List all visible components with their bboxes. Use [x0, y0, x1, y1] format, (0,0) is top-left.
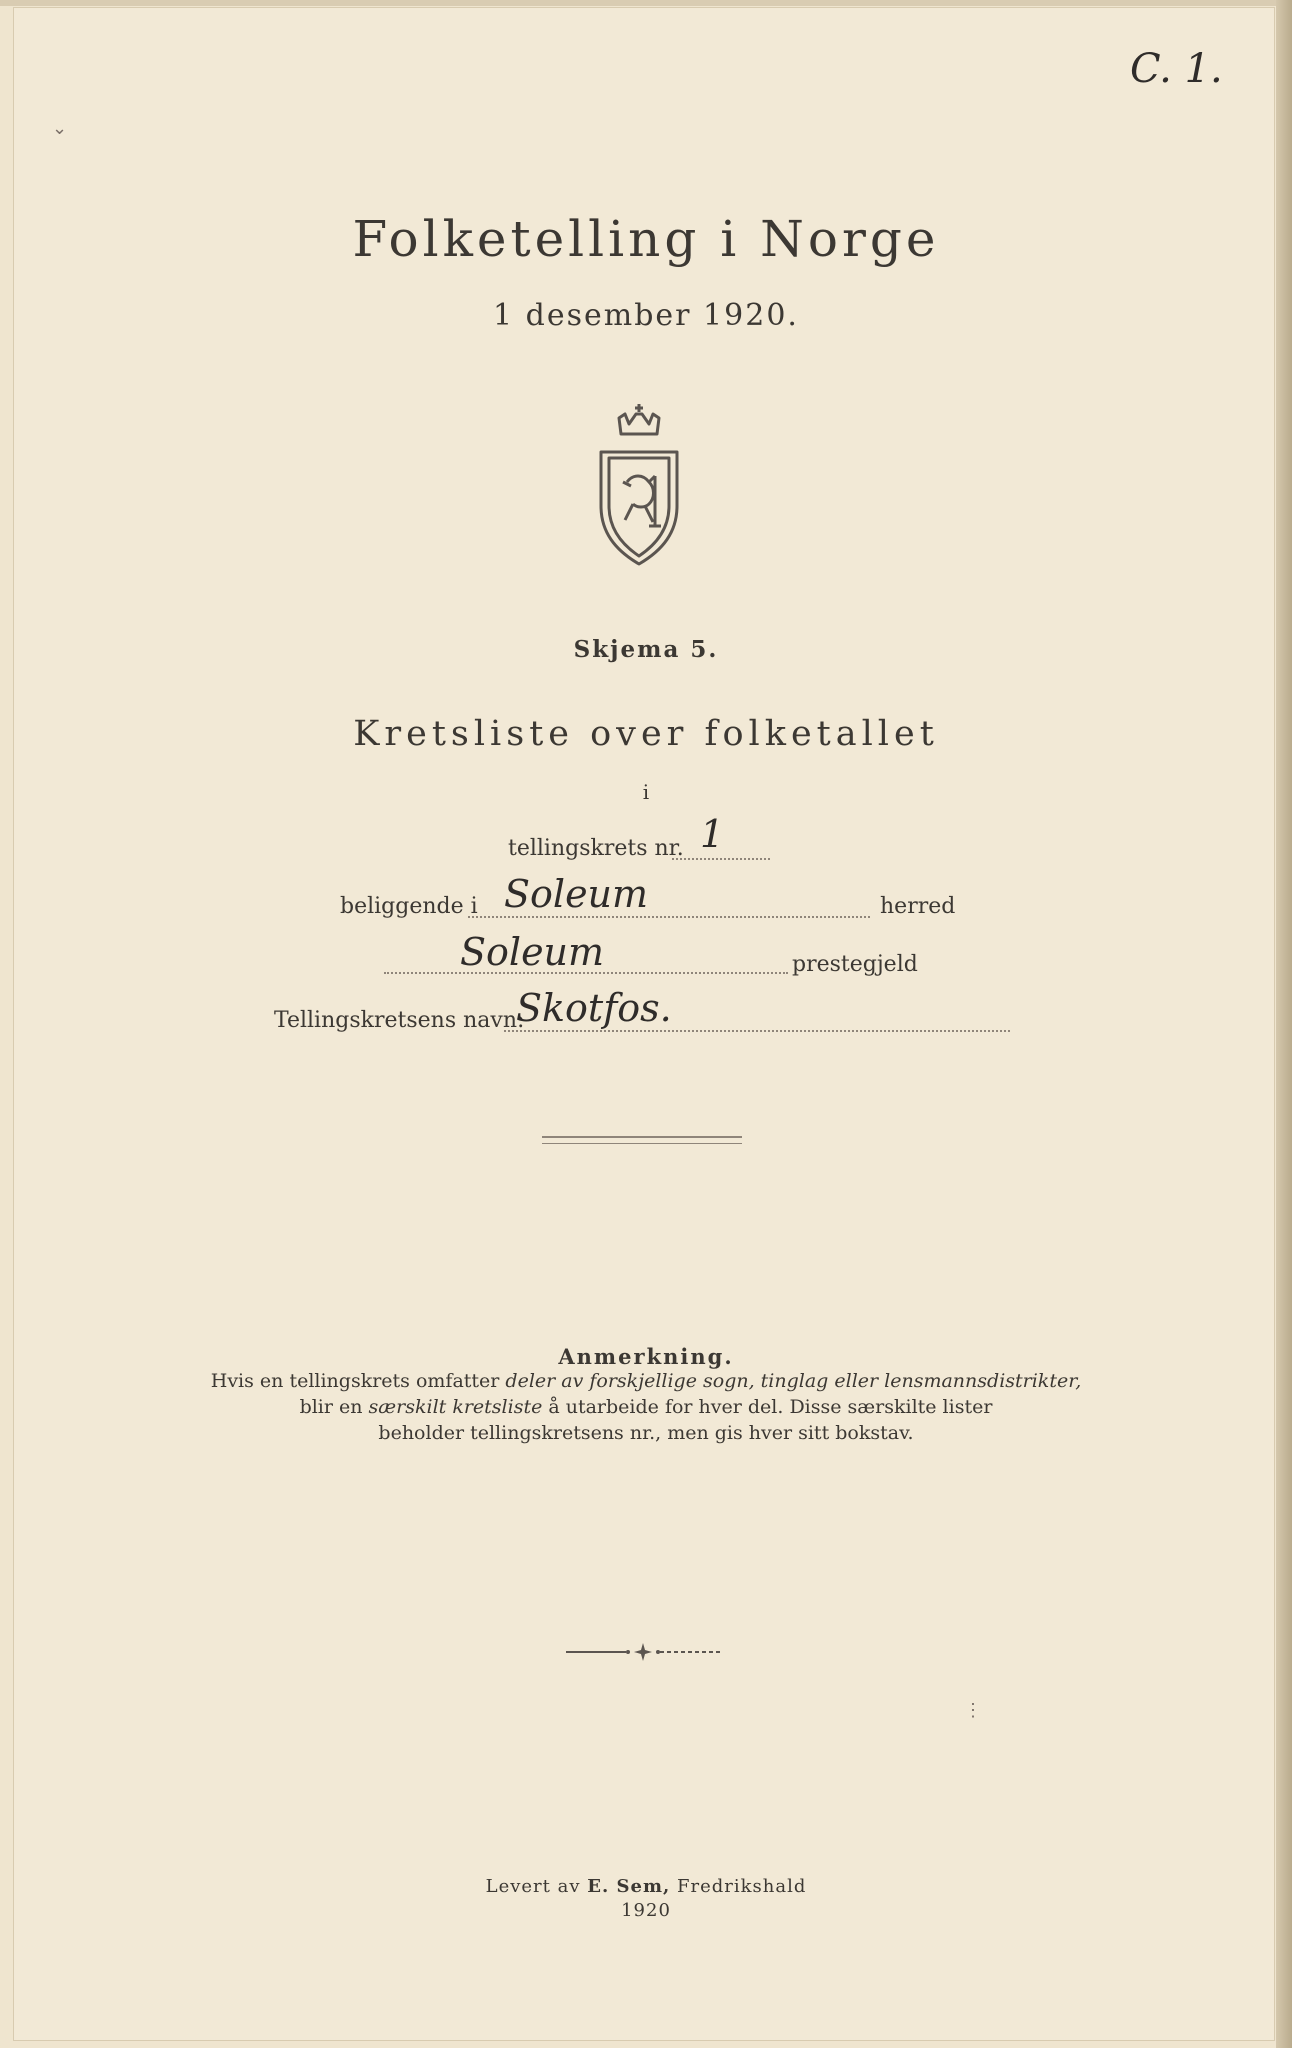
district-name-value: Skotfos. — [516, 986, 672, 1030]
ink-mark: ⌄ — [52, 118, 68, 139]
paper-top-edge — [0, 0, 1292, 6]
district-number-label: tellingskrets nr. — [508, 836, 684, 861]
star-ornament-icon — [566, 1640, 720, 1664]
schema-number: Skjema 5. — [573, 636, 719, 663]
printer-credit — [0, 1876, 1292, 1897]
municipality-value: Soleum — [504, 872, 649, 916]
printer-location: Fredrikshald — [670, 1876, 807, 1897]
parish-value: Soleum — [460, 930, 605, 974]
district-number-line — [672, 858, 770, 860]
divider-rule — [542, 1136, 742, 1144]
handwritten-corner-mark: C. 1. — [1130, 46, 1223, 92]
note-line-2-emphasis: særskilt kretsliste — [368, 1396, 543, 1418]
page-title: Folketelling i Norge — [352, 210, 940, 268]
municipality-line — [468, 916, 870, 918]
note-line — [0, 1394, 1292, 1420]
note-line-1-emphasis: deler av forskjellige sogn, tinglag eller lensmannsdistrikter, — [505, 1370, 1082, 1392]
note-line-2-start: blir en — [299, 1396, 369, 1418]
note-heading: Anmerkning. — [558, 1344, 734, 1369]
note-line-3: beholder tellingskretsens nr., men gis hver sitt bokstav. — [378, 1422, 914, 1444]
district-number-value: 1 — [700, 812, 725, 856]
list-title: Kretsliste over folketallet — [353, 714, 939, 754]
norwegian-coat-of-arms-icon — [591, 394, 687, 570]
note-line — [0, 1368, 1292, 1394]
census-date: 1 desember 1920. — [493, 298, 799, 333]
parish-suffix: prestegjeld — [792, 952, 918, 977]
printer-name: E. Sem, — [587, 1876, 671, 1897]
note-line-1-start: Hvis en tellingskrets omfatter — [210, 1370, 506, 1392]
ink-mark: ⋮ — [964, 1700, 982, 1721]
located-in-label: beliggende i — [340, 894, 478, 919]
connector-word: i — [642, 780, 650, 804]
note-line-2-end: å utarbeide for hver del. Disse særskilte lister — [542, 1396, 993, 1418]
district-name-line — [504, 1030, 1010, 1032]
municipality-suffix: herred — [880, 894, 956, 919]
district-name-label: Tellingskretsens navn: — [274, 1008, 525, 1033]
printer-year: 1920 — [621, 1900, 671, 1921]
printer-credit-prefix: Levert av — [485, 1876, 588, 1897]
